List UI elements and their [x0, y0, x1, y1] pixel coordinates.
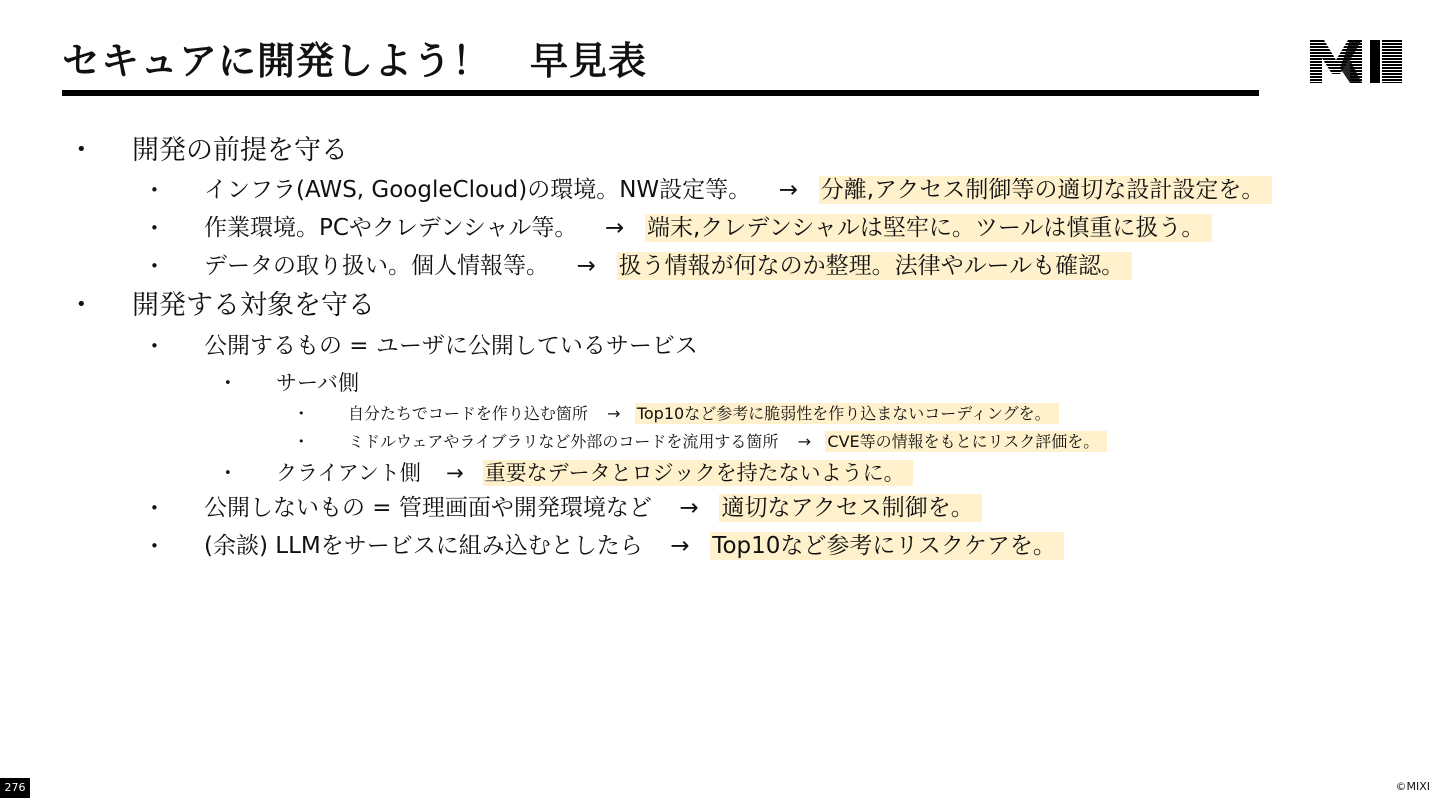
bullet: •	[150, 499, 159, 517]
arrow: →	[797, 432, 811, 451]
item-text: データの取り扱い。個人情報等。	[204, 253, 549, 279]
arrow: →	[446, 461, 464, 485]
item-text: ミドルウェアやライブラリなど外部のコードを流用する箇所	[348, 432, 779, 451]
highlight-note: 分離,アクセス制御等の適切な設計設定を。	[819, 176, 1273, 204]
item-text: 公開しないもの = 管理画面や開発環境など	[204, 495, 652, 521]
title-underline	[62, 90, 1259, 96]
bullet: •	[150, 337, 159, 355]
item-text: クライアント側	[276, 461, 421, 485]
copyright: ©MIXI	[1395, 780, 1430, 793]
arrow: →	[605, 215, 625, 241]
arrow: →	[607, 404, 621, 423]
item-text: サーバ側	[276, 371, 359, 395]
item-text: 開発する対象を守る	[132, 290, 375, 321]
highlight-note: 適切なアクセス制御を。	[719, 494, 981, 522]
bullet: •	[150, 257, 159, 275]
item-text: インフラ(AWS, GoogleCloud)の環境。NW設定等。	[204, 177, 752, 203]
highlight-note: CVE等の情報をもとにリスク評価を。	[825, 431, 1107, 452]
highlight-note: 扱う情報が何なのか整理。法律やルールも確認。	[617, 252, 1133, 280]
highlight-note: Top10など参考に脆弱性を作り込まないコーディングを。	[635, 403, 1059, 424]
item-text: 公開するもの = ユーザに公開しているサービス	[204, 333, 698, 359]
slide-title: セキュアに開発しよう！ 早見表	[62, 39, 648, 83]
bullet: •	[76, 139, 87, 160]
page-number: 276	[0, 778, 30, 798]
bullet: •	[298, 407, 305, 420]
item-text: 作業環境。PCやクレデンシャル等。	[204, 215, 578, 241]
item-text: 自分たちでコードを作り込む箇所	[348, 404, 588, 423]
item-text: 開発の前提を守る	[132, 135, 348, 166]
bullet: •	[150, 181, 159, 199]
arrow: →	[778, 177, 799, 203]
arrow: →	[576, 253, 596, 279]
highlight-note: 重要なデータとロジックを持たないように。	[483, 460, 913, 486]
mixi-logo	[1310, 40, 1402, 83]
bullet: •	[150, 219, 159, 237]
arrow: →	[679, 495, 699, 521]
arrow: →	[670, 533, 690, 559]
item-text: (余談) LLMをサービスに組み込むとしたら	[204, 533, 643, 559]
bullet: •	[224, 466, 232, 481]
bullet: •	[298, 435, 305, 448]
bullet: •	[224, 376, 232, 391]
highlight-note: Top10など参考にリスクケアを。	[710, 532, 1064, 560]
bullet: •	[150, 537, 159, 555]
bullet: •	[76, 294, 87, 315]
highlight-note: 端末,クレデンシャルは堅牢に。ツールは慎重に扱う。	[645, 214, 1212, 242]
